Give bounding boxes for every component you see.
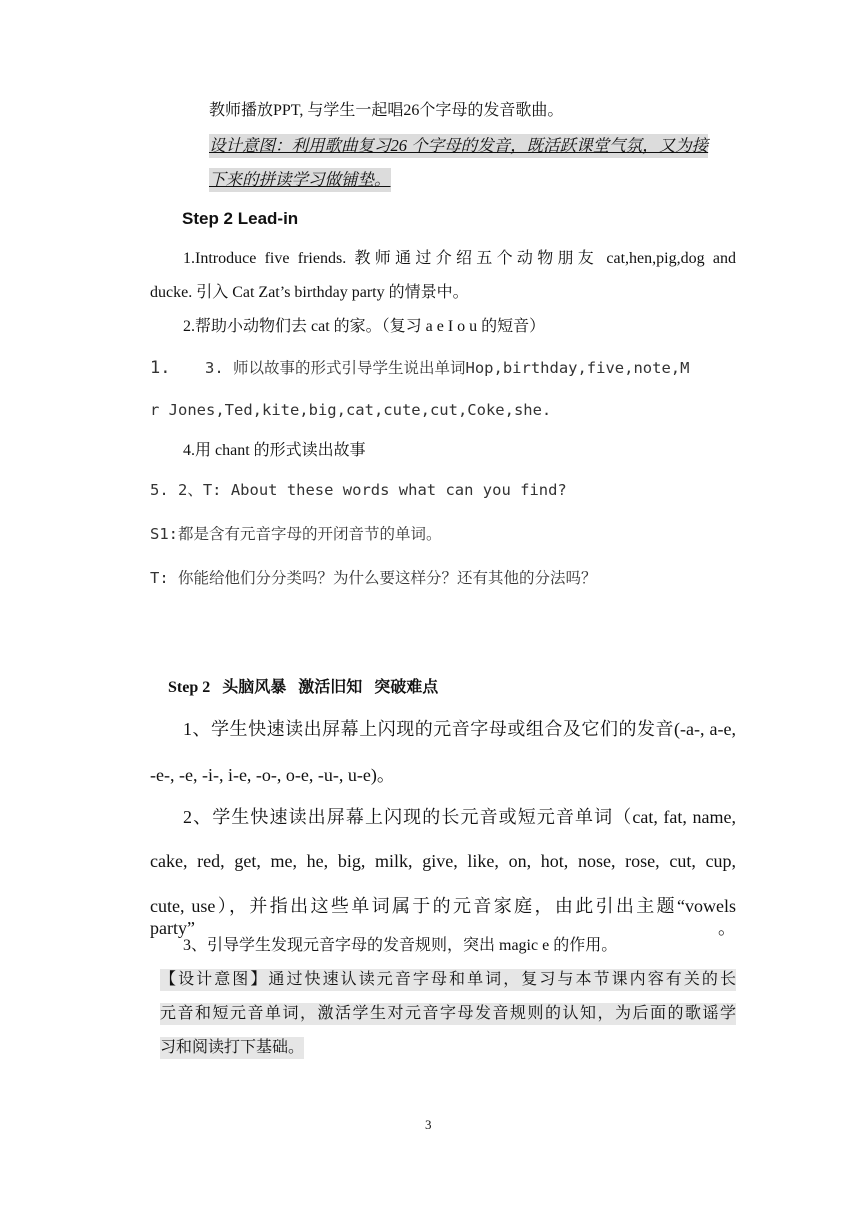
list-number: 1.	[150, 358, 171, 378]
paragraph-ppt-song: 教师播放PPT, 与学生一起唱26个字母的发音歌曲。	[209, 102, 564, 119]
paragraph-vowel-letters-2: -e-, -e, -i-, i-e, -o-, o-e, -u-, u-e)。	[150, 765, 395, 785]
paragraph-s1-answer: S1:都是含有元音字母的开闭音节的单词。	[150, 525, 442, 543]
design-intent-line-2: 下来的拼读学习做铺垫。	[209, 168, 391, 192]
design-intent-bracket-3: 习和阅读打下基础。	[160, 1037, 304, 1059]
heading-step2-leadin: Step 2 Lead-in	[182, 209, 299, 228]
paragraph-question: 5. 2、T: About these words what can you find?	[150, 481, 567, 499]
paragraph-story-words-1: 3. 师以故事的形式引导学生说出单词Hop,birthday,five,note,M	[205, 359, 690, 377]
heading-step2-brainstorm: Step 2 头脑风暴 激活旧知 突破难点	[168, 679, 439, 696]
paragraph-vowel-words-3: cute, use），并指出这些单词属于的元音家庭，由此引出主题“vowels party”。	[150, 896, 736, 938]
paragraph-story-words-2: r Jones,Ted,kite,big,cat,cute,cut,Coke,she.	[150, 401, 552, 419]
paragraph-chant: 4.用 chant 的形式读出故事	[183, 442, 366, 459]
paragraph-vowel-words-1: 2、学生快速读出屏幕上闪现的长元音或短元音单词（cat, fat, name,	[183, 807, 736, 827]
paragraph-magic-e: 3、引导学生发现元音字母的发音规则，突出 magic e 的作用。	[183, 937, 618, 954]
paragraph-introduce-friends-1: 1.Introduce five friends. 教师通过介绍五个动物朋友 cat,hen,pig,dog and	[183, 250, 736, 267]
design-intent-line-1: 设计意图：利用歌曲复习26 个字母的发音，既活跃课堂气氛，又为接	[209, 134, 708, 158]
paragraph-vowel-words-2: cake, red, get, me, he, big, milk, give, like, on, hot, nose, rose, cut, cup,	[150, 851, 736, 871]
page-number: 3	[425, 1117, 432, 1132]
design-intent-bracket-1: 【设计意图】通过快速认读元音字母和单词，复习与本节课内容有关的长	[160, 969, 736, 991]
design-intent-bracket-2: 元音和短元音单词，激活学生对元音字母发音规则的认知，为后面的歌谣学	[160, 1003, 736, 1025]
paragraph-vowel-letters-1: 1、学生快速读出屏幕上闪现的元音字母或组合及它们的发音(-a-, a-e,	[183, 719, 736, 739]
paragraph-t-question: T: 你能给他们分分类吗？为什么要这样分？还有其他的分法吗？	[150, 569, 597, 587]
paragraph-help-animals: 2.帮助小动物们去 cat 的家。（复习 a e I o u 的短音）	[183, 318, 546, 335]
paragraph-introduce-friends-2: ducke. 引入 Cat Zat’s birthday party 的情景中。	[150, 284, 469, 301]
